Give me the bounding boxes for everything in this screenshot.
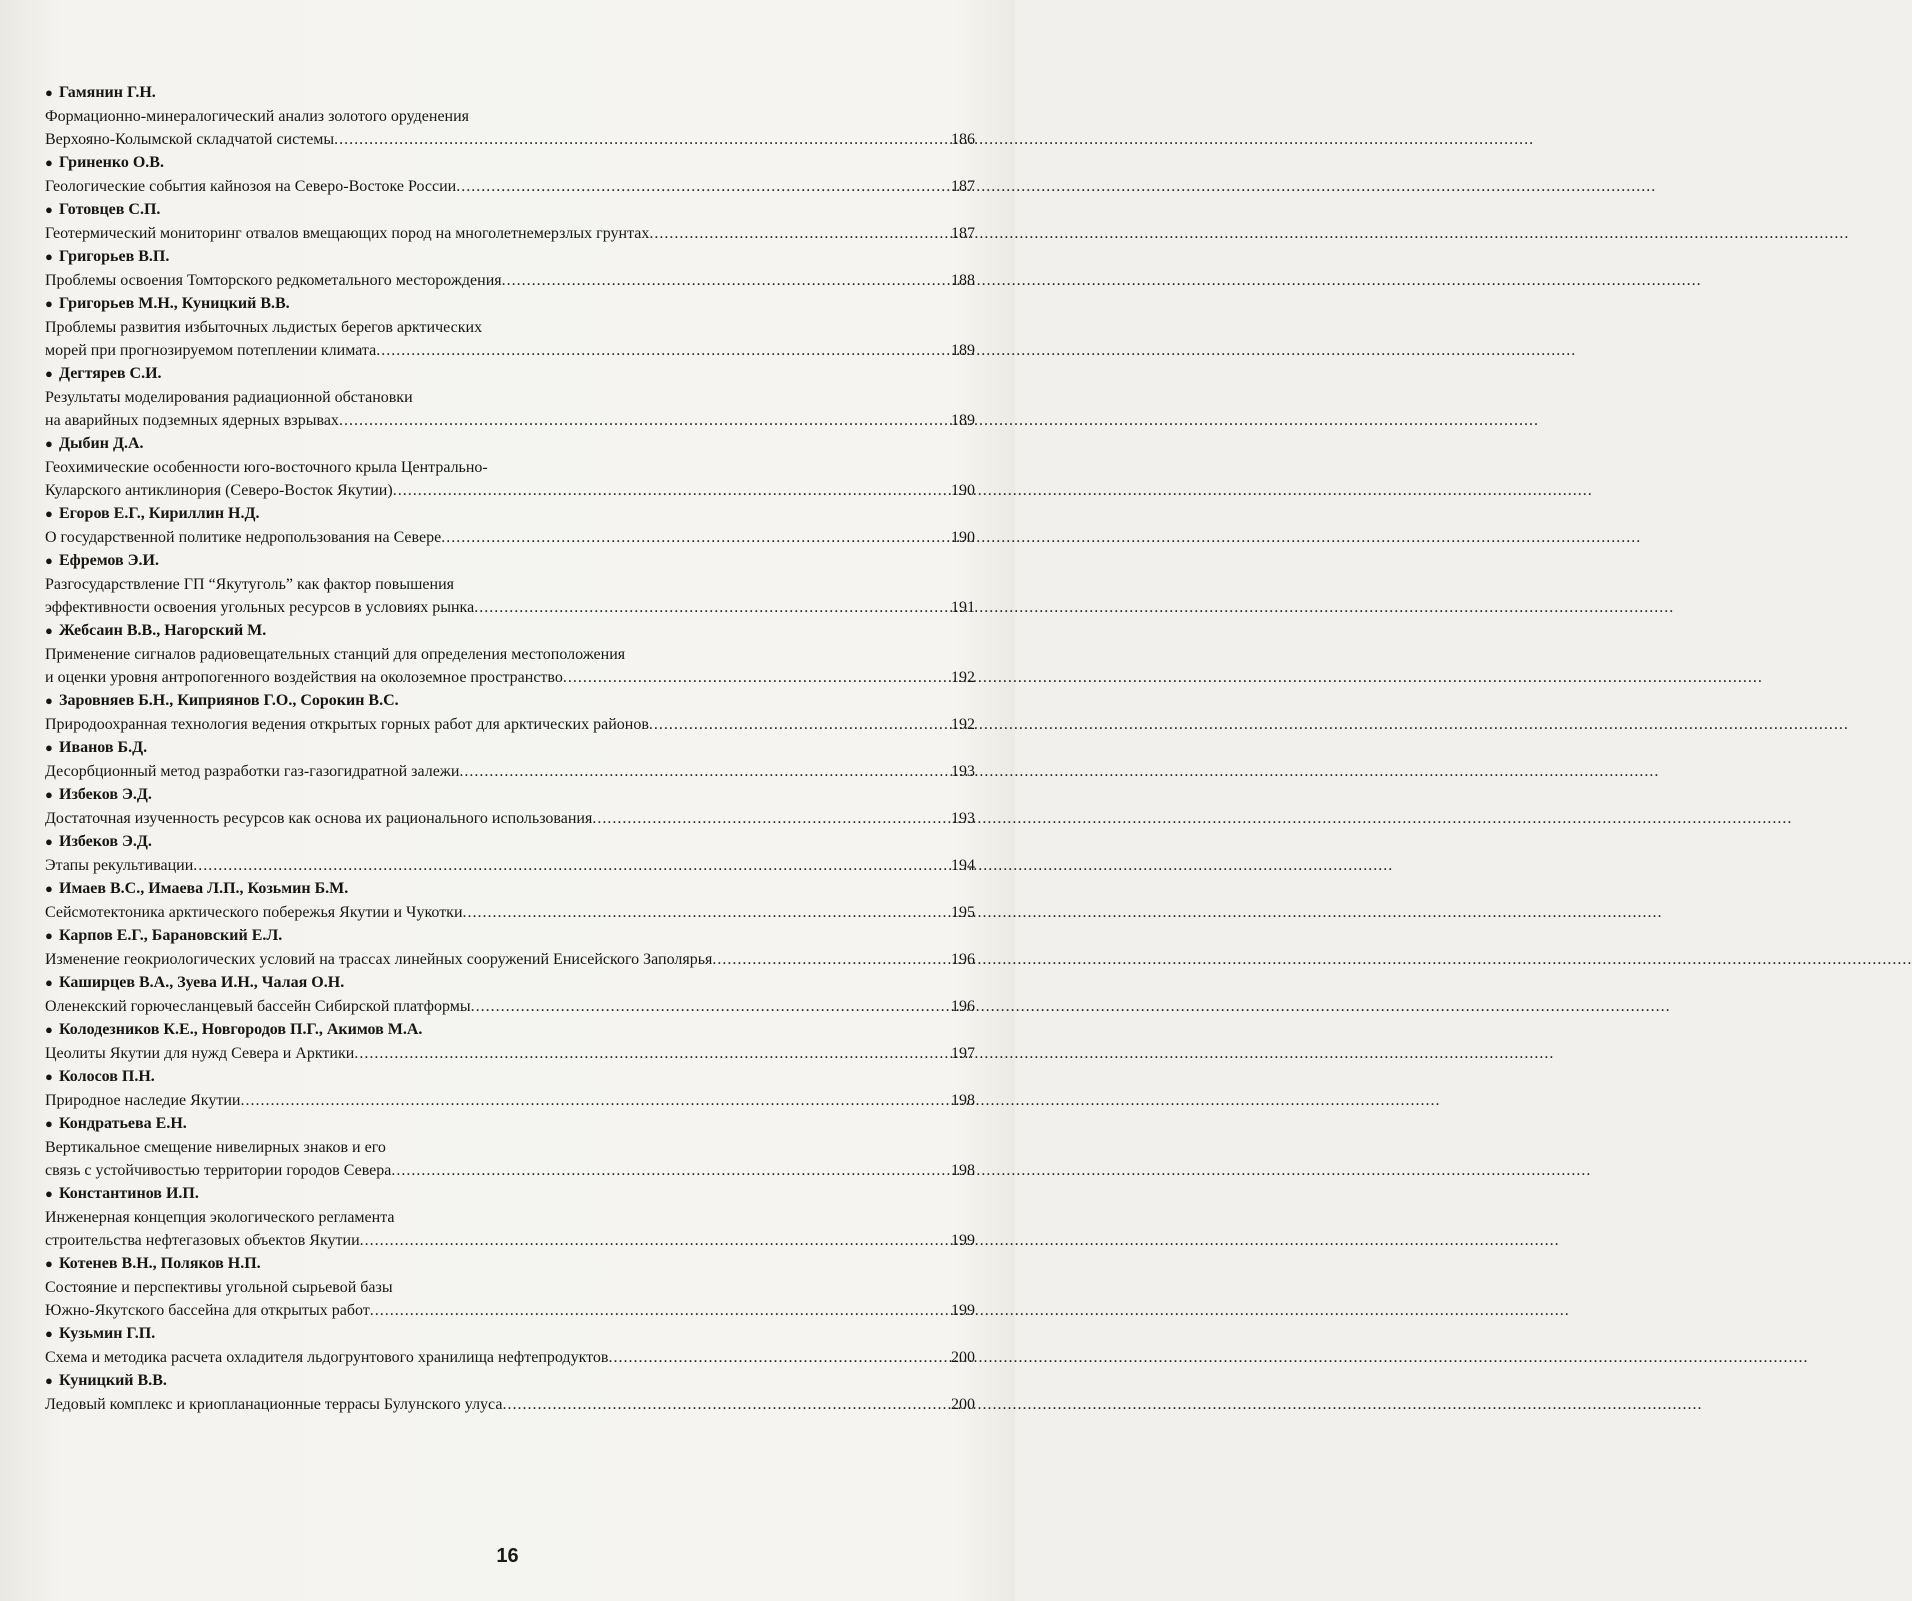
entry-author [45, 1112, 975, 1136]
entry-title-text: Верхояно-Колымской складчатой системы [45, 131, 335, 148]
entry-page-number: 189 [951, 412, 975, 429]
entry-title-text: Куларского антиклинория (Северо-Восток Якутии) [45, 482, 393, 499]
bullet-icon: ● [45, 436, 53, 451]
author-name: Готовцев С.П. [59, 201, 161, 218]
entry-author [45, 830, 975, 854]
entry-title-line: Применение сигналов радиовещательных станций для определения местоположения [45, 646, 626, 663]
entry-title-line: Проблемы развития избыточных льдистых берегов арктических [45, 319, 483, 336]
dot-leader [649, 713, 949, 736]
author-name: Дыбин Д.А. [59, 435, 144, 452]
toc-entry [45, 783, 975, 830]
entry-title-text: Десорбционный метод разработки газ-газогидратной залежи [45, 763, 460, 780]
author-name: Карпов Е.Г., Барановский Е.Л. [59, 927, 283, 944]
entry-author [45, 1018, 975, 1042]
entry-title-text: Южно-Якутского бассейна для открытых работ [45, 1302, 370, 1319]
dot-leader [370, 1299, 949, 1322]
bullet-icon: ● [45, 1186, 53, 1201]
author-name: Куницкий В.В. [59, 1372, 167, 1389]
entry-page-number: 187 [951, 225, 975, 242]
entry-author [45, 971, 975, 995]
entry-author [45, 502, 975, 526]
bullet-icon: ● [45, 1373, 53, 1388]
entry-page-number: 195 [951, 904, 975, 921]
entry-title-text: Геологические события кайнозоя на Северо-Востоке России [45, 178, 457, 195]
author-name: Григорьев В.П. [59, 248, 170, 265]
entry-title-text: Достаточная изученность ресурсов как основа их рационального использования [45, 810, 593, 827]
dot-leader [563, 666, 949, 689]
bullet-icon: ● [45, 693, 53, 708]
entry-title-line [45, 1159, 975, 1182]
dot-leader [240, 1089, 949, 1112]
entry-author [45, 736, 975, 760]
entry-page-number: 190 [951, 529, 975, 546]
entry-author [45, 198, 975, 222]
author-name: Иванов Б.Д. [59, 739, 148, 756]
entry-title-line: Результаты моделирования радиационной обстановки [45, 389, 413, 406]
dot-leader [334, 128, 949, 151]
bullet-icon: ● [45, 1022, 53, 1037]
entry-author [45, 877, 975, 901]
entry-page-number: 189 [951, 342, 975, 359]
entry-author [45, 1369, 975, 1393]
dot-leader [502, 269, 949, 292]
entry-title-text: Цеолиты Якутии для нужд Севера и Арктики [45, 1045, 355, 1062]
entry-title-text: связь с устойчивостью территории городов Севера [45, 1162, 392, 1179]
author-name: Колодезников К.Е., Новгородов П.Г., Акимов М.А. [59, 1021, 423, 1038]
entry-title-line [45, 760, 975, 783]
toc-entry [45, 1252, 975, 1322]
bullet-icon: ● [45, 1116, 53, 1131]
author-name: Избеков Э.Д. [59, 833, 152, 850]
entry-title-line [45, 526, 975, 549]
author-name: Ефремов Э.И. [59, 552, 159, 569]
bullet-icon: ● [45, 202, 53, 217]
entry-author [45, 362, 975, 386]
bullet-icon: ● [45, 928, 53, 943]
entry-title-line [45, 1299, 975, 1322]
entry-title-line [45, 339, 975, 362]
dot-leader [649, 222, 949, 245]
entry-page-number: 197 [951, 1045, 975, 1062]
entry-author [45, 151, 975, 175]
entry-title-line [45, 948, 975, 971]
entry-author [45, 549, 975, 573]
author-name: Каширцев В.А., Зуева И.Н., Чалая О.Н. [59, 974, 345, 991]
entry-title-line: Инженерная концепция экологического регламента [45, 1209, 395, 1226]
toc-entry [45, 877, 975, 924]
entry-title-text: Ледовый комплекс и криопланационные террасы Булунского улуса [45, 1396, 503, 1413]
dot-leader [459, 760, 949, 783]
author-name: Егоров Е.Г., Кириллин Н.Д. [59, 505, 260, 522]
entry-title-text: Сейсмотектоника арктического побережья Якутии и Чукотки [45, 904, 463, 921]
toc-entry [45, 151, 975, 198]
entry-title-text: морей при прогнозируемом потеплении климата [45, 342, 377, 359]
entry-page-number: 200 [951, 1396, 975, 1413]
table-of-contents [45, 81, 975, 1416]
entry-title-line [45, 713, 975, 736]
toc-entry [45, 292, 975, 362]
toc-entry [45, 971, 975, 1018]
entry-title-line [45, 479, 975, 502]
entry-author [45, 245, 975, 269]
entry-title-line [45, 1089, 975, 1112]
entry-title-line [45, 409, 975, 432]
entry-author [45, 292, 975, 316]
entry-page-number: 199 [951, 1232, 975, 1249]
dot-leader [474, 596, 949, 619]
author-name: Кондратьева Е.Н. [59, 1115, 187, 1132]
dot-leader [441, 526, 949, 549]
entry-page-number: 192 [951, 716, 975, 733]
dot-leader [608, 1346, 949, 1369]
author-name: Жебсаин В.В., Нагорский М. [59, 622, 267, 639]
entry-author [45, 924, 975, 948]
author-name: Гриненко О.В. [59, 154, 164, 171]
bullet-icon: ● [45, 366, 53, 381]
author-name: Имаев В.С., Имаева Л.П., Козьмин Б.М. [59, 880, 349, 897]
dot-leader [360, 1229, 949, 1252]
entry-page-number: 196 [951, 998, 975, 1015]
entry-title-line [45, 807, 975, 830]
dot-leader [391, 1159, 949, 1182]
entry-title-line: Геохимические особенности юго-восточного крыла Центрально- [45, 459, 488, 476]
entry-title-line [45, 1346, 975, 1369]
entry-title-line [45, 1393, 975, 1416]
entry-title-line [45, 901, 975, 924]
bullet-icon: ● [45, 975, 53, 990]
toc-entry [45, 502, 975, 549]
entry-title-text: О государственной политике недропользования на Севере [45, 529, 442, 546]
toc-entry [45, 689, 975, 736]
dot-leader [712, 948, 949, 971]
entry-title-text: и оценки уровня антропогенного воздействия на околоземное пространство [45, 669, 563, 686]
entry-author [45, 1252, 975, 1276]
dot-leader [456, 175, 949, 198]
entry-page-number: 194 [951, 857, 975, 874]
dot-leader [376, 339, 949, 362]
toc-entry [45, 1182, 975, 1252]
entry-page-number: 190 [951, 482, 975, 499]
toc-entry [45, 924, 975, 971]
toc-entry [45, 1018, 975, 1065]
entry-page-number: 192 [951, 669, 975, 686]
entry-title-line [45, 666, 975, 689]
bullet-icon: ● [45, 1069, 53, 1084]
entry-title-line [45, 222, 975, 245]
toc-entry [45, 198, 975, 245]
author-name: Григорьев М.Н., Куницкий В.В. [59, 295, 290, 312]
entry-page-number: 193 [951, 810, 975, 827]
bullet-icon: ● [45, 740, 53, 755]
entry-author [45, 619, 975, 643]
toc-entry [45, 432, 975, 502]
entry-page-number: 188 [951, 272, 975, 289]
toc-entry [45, 81, 975, 151]
toc-entry [45, 362, 975, 432]
entry-author [45, 1322, 975, 1346]
entry-author [45, 689, 975, 713]
dot-leader [354, 1042, 949, 1065]
entry-page-number: 193 [951, 763, 975, 780]
entry-page-number: 187 [951, 178, 975, 195]
dot-leader [339, 409, 949, 432]
toc-entry [45, 1322, 975, 1369]
author-name: Кузьмин Г.П. [59, 1325, 156, 1342]
entry-title-line [45, 596, 975, 619]
entry-page-number: 198 [951, 1162, 975, 1179]
entry-title-line: Формационно-минералогический анализ золотого оруденения [45, 108, 470, 125]
entry-author [45, 81, 975, 105]
author-name: Колосов П.Н. [59, 1068, 155, 1085]
entry-title-line [45, 1042, 975, 1065]
bullet-icon: ● [45, 881, 53, 896]
dot-leader [592, 807, 949, 830]
page-number: 16 [496, 1545, 519, 1567]
dot-leader [463, 901, 949, 924]
author-name: Дегтярев С.И. [59, 365, 162, 382]
author-name: Заровняев Б.Н., Киприянов Г.О., Сорокин В.С. [59, 692, 399, 709]
entry-title-text: Геотермический мониторинг отвалов вмещающих пород на многолетнемерзлых грунтах [45, 225, 650, 242]
entry-title-text: Оленекский горючесланцевый бассейн Сибирской платформы [45, 998, 471, 1015]
author-name: Котенев В.Н., Поляков Н.П. [59, 1255, 261, 1272]
entry-page-number: 186 [951, 131, 975, 148]
bullet-icon: ● [45, 623, 53, 638]
entry-title-line [45, 269, 975, 292]
dot-leader [502, 1393, 949, 1416]
entry-title-text: строительства нефтегазовых объектов Якутии [45, 1232, 360, 1249]
toc-entry [45, 619, 975, 689]
entry-page-number: 198 [951, 1092, 975, 1109]
entry-title-line [45, 175, 975, 198]
toc-entry [45, 830, 975, 877]
entry-author [45, 1065, 975, 1089]
entry-title-line [45, 995, 975, 1018]
entry-author [45, 783, 975, 807]
entry-title-text: Этапы рекультивации [45, 857, 194, 874]
toc-entry [45, 245, 975, 292]
entry-page-number: 200 [951, 1349, 975, 1366]
dot-leader [193, 854, 949, 877]
entry-title-line [45, 854, 975, 877]
entry-page-number: 196 [951, 951, 975, 968]
toc-entry [45, 549, 975, 619]
entry-title-text: на аварийных подземных ядерных взрывах [45, 412, 339, 429]
bullet-icon: ● [45, 1326, 53, 1341]
entry-author [45, 1182, 975, 1206]
entry-page-number: 199 [951, 1302, 975, 1319]
entry-page-number: 191 [951, 599, 975, 616]
entry-title-text: Схема и методика расчета охладителя льдогрунтового хранилища нефтепродуктов [45, 1349, 609, 1366]
entry-title-line: Разгосударствление ГП “Якутуголь” как фактор повышения [45, 576, 454, 593]
author-name: Гамянин Г.Н. [59, 84, 156, 101]
bullet-icon: ● [45, 85, 53, 100]
entry-author [45, 432, 975, 456]
author-name: Избеков Э.Д. [59, 786, 152, 803]
bullet-icon: ● [45, 249, 53, 264]
entry-title-text: эффективности освоения угольных ресурсов в условиях рынка [45, 599, 475, 616]
entry-title-line [45, 1229, 975, 1252]
entry-title-line [45, 128, 975, 151]
author-name: Константинов И.П. [59, 1185, 199, 1202]
toc-entry [45, 1112, 975, 1182]
bullet-icon: ● [45, 1256, 53, 1271]
bullet-icon: ● [45, 553, 53, 568]
entry-title-text: Природоохранная технология ведения открытых горных работ для арктических районов [45, 716, 649, 733]
toc-entry [45, 1065, 975, 1112]
entry-title-text: Проблемы освоения Томторского редкометального месторождения [45, 272, 502, 289]
toc-entry [45, 1369, 975, 1416]
toc-entry [45, 736, 975, 783]
entry-title-line: Состояние и перспективы угольной сырьевой базы [45, 1279, 393, 1296]
entry-title-line: Вертикальное смещение нивелирных знаков и его [45, 1139, 386, 1156]
bullet-icon: ● [45, 296, 53, 311]
dot-leader [393, 479, 949, 502]
bullet-icon: ● [45, 787, 53, 802]
entry-title-text: Изменение геокриологических условий на трассах линейных сооружений Енисейского Заполярья [45, 951, 713, 968]
bullet-icon: ● [45, 834, 53, 849]
bullet-icon: ● [45, 155, 53, 170]
dot-leader [471, 995, 949, 1018]
entry-title-text: Природное наследие Якутии [45, 1092, 241, 1109]
bullet-icon: ● [45, 506, 53, 521]
